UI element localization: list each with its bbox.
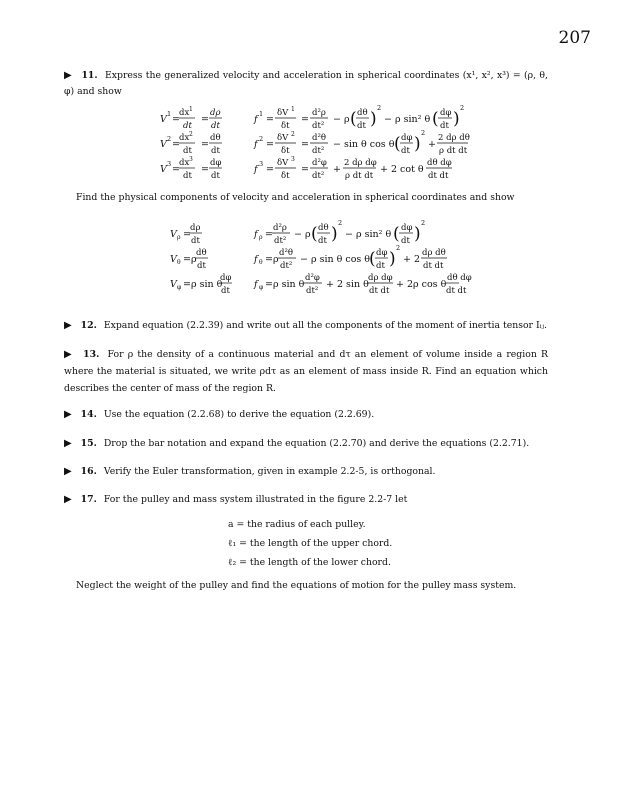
svg-text:δt: δt bbox=[281, 171, 290, 181]
svg-text:+ 2ρ cos θ: + 2ρ cos θ bbox=[396, 279, 447, 290]
problem-text: Express the generalized velocity and acceleration in spherical coordinates (x¹, x², x³) = (ρ, θ, φ) and show bbox=[64, 70, 548, 97]
svg-text:=: = bbox=[266, 114, 274, 125]
svg-text:=: = bbox=[301, 164, 309, 175]
svg-text:=ρ sin θ: =ρ sin θ bbox=[265, 279, 305, 290]
problem-13 bbox=[64, 346, 548, 397]
svg-text:+ 2: + 2 bbox=[403, 254, 421, 265]
svg-text:dt: dt bbox=[211, 146, 220, 156]
svg-text:dt dt: dt dt bbox=[446, 286, 467, 296]
svg-text:f: f bbox=[254, 139, 258, 150]
svg-text:2: 2 bbox=[421, 219, 426, 227]
svg-text:V: V bbox=[160, 164, 167, 175]
problem-text: Expand equation (2.2.39) and write out all the components of the moment of inertia tensor Iᵢⱼ. bbox=[103, 320, 547, 331]
svg-text:− ρ sin² θ: − ρ sin² θ bbox=[345, 229, 392, 240]
svg-text:1: 1 bbox=[167, 110, 172, 118]
svg-text:dφ: dφ bbox=[401, 223, 413, 233]
problem-number: 13. bbox=[83, 349, 100, 360]
svg-text:dφ: dφ bbox=[210, 158, 222, 168]
svg-text:dt: dt bbox=[197, 261, 206, 271]
svg-text:− ρ sin θ cos θ: − ρ sin θ cos θ bbox=[300, 254, 371, 265]
physical-equations bbox=[160, 210, 472, 309]
svg-text:dt: dt bbox=[401, 236, 410, 246]
svg-text:=ρ sin θ: =ρ sin θ bbox=[183, 279, 223, 290]
svg-text:dt²: dt² bbox=[312, 171, 325, 181]
svg-text:V: V bbox=[170, 229, 177, 240]
triangle-marker-icon: ▶ bbox=[64, 70, 73, 81]
svg-text:3: 3 bbox=[291, 156, 295, 163]
svg-text:+ 2 sin θ: + 2 sin θ bbox=[326, 279, 369, 290]
problem-17 bbox=[64, 492, 548, 508]
svg-text:+: + bbox=[428, 139, 436, 150]
svg-text:): ) bbox=[389, 249, 396, 269]
svg-text:1: 1 bbox=[189, 106, 193, 113]
svg-text:): ) bbox=[331, 224, 338, 244]
svg-text:dt²: dt² bbox=[274, 236, 287, 246]
svg-text:dx: dx bbox=[179, 133, 190, 143]
physical-components-text: Find the physical components of velocity and acceleration in spherical coordinates and show bbox=[76, 192, 515, 203]
svg-text:(: ( bbox=[350, 109, 357, 129]
svg-text:2: 2 bbox=[338, 219, 343, 227]
generalized-equations bbox=[150, 100, 470, 189]
svg-text:f: f bbox=[254, 279, 258, 290]
triangle-marker-icon: ▶ bbox=[64, 409, 72, 420]
svg-text:dρ dφ: dρ dφ bbox=[368, 273, 393, 283]
svg-text:ρ: ρ bbox=[259, 234, 263, 241]
problem-15 bbox=[64, 436, 548, 452]
problem-number: 12. bbox=[80, 320, 97, 331]
svg-text:=: = bbox=[266, 139, 274, 150]
svg-text:δt: δt bbox=[281, 146, 290, 156]
svg-text:dt: dt bbox=[183, 146, 192, 156]
svg-text:f: f bbox=[254, 114, 258, 125]
svg-text:θ: θ bbox=[177, 259, 181, 266]
svg-text:dφ: dφ bbox=[401, 133, 413, 143]
svg-text:2: 2 bbox=[291, 131, 295, 138]
triangle-marker-icon: ▶ bbox=[64, 438, 72, 449]
pulley-definitions bbox=[228, 515, 392, 572]
svg-text:1: 1 bbox=[291, 106, 295, 113]
svg-text:δt: δt bbox=[281, 121, 290, 131]
svg-text:dφ: dφ bbox=[440, 108, 452, 118]
svg-text:f: f bbox=[254, 254, 258, 265]
problem-14 bbox=[64, 407, 548, 423]
svg-text:3: 3 bbox=[259, 160, 264, 168]
problem-number: 15. bbox=[80, 438, 97, 449]
svg-text:δV: δV bbox=[277, 158, 289, 168]
svg-text:− ρ: − ρ bbox=[333, 114, 350, 125]
svg-text:(: ( bbox=[369, 249, 376, 269]
svg-text:dt²: dt² bbox=[312, 146, 325, 156]
svg-text:dt dt: dt dt bbox=[369, 286, 390, 296]
page-number: 207 bbox=[558, 28, 591, 48]
svg-text:=: = bbox=[172, 139, 180, 150]
svg-text:V: V bbox=[170, 279, 177, 290]
svg-text:d²ρ: d²ρ bbox=[273, 223, 287, 233]
svg-text:dθ: dθ bbox=[318, 223, 329, 233]
svg-text:dt: dt bbox=[376, 261, 385, 271]
svg-text:dt: dt bbox=[357, 121, 366, 131]
svg-text:dt: dt bbox=[183, 121, 192, 131]
svg-text:2: 2 bbox=[396, 244, 401, 252]
svg-text:dt: dt bbox=[211, 121, 220, 131]
svg-text:=: = bbox=[301, 114, 309, 125]
svg-text:dθ: dθ bbox=[210, 133, 221, 143]
triangle-marker-icon: ▶ bbox=[64, 466, 72, 477]
svg-text:+ 2 cot θ: + 2 cot θ bbox=[380, 164, 424, 175]
svg-text:3: 3 bbox=[189, 156, 193, 163]
svg-text:V: V bbox=[170, 254, 177, 265]
svg-text:dx: dx bbox=[179, 108, 190, 118]
svg-text:1: 1 bbox=[259, 110, 264, 118]
svg-text:ρ: ρ bbox=[177, 234, 181, 241]
svg-text:V: V bbox=[160, 114, 167, 125]
problem-number: 17. bbox=[80, 494, 97, 505]
svg-text:=: = bbox=[301, 139, 309, 150]
svg-text:dt: dt bbox=[440, 121, 449, 131]
svg-text:dt: dt bbox=[183, 171, 192, 181]
problem-text: Verify the Euler transformation, given in example 2.2-5, is orthogonal. bbox=[103, 466, 436, 477]
svg-text:dt²: dt² bbox=[312, 121, 325, 131]
svg-text:dφ: dφ bbox=[220, 273, 232, 283]
svg-text:dt: dt bbox=[221, 286, 230, 296]
problem-12 bbox=[64, 318, 548, 334]
svg-text:d²φ: d²φ bbox=[305, 273, 320, 283]
problem-text: Use the equation (2.2.68) to derive the equation (2.2.69). bbox=[103, 409, 375, 420]
svg-text:φ: φ bbox=[259, 284, 264, 291]
svg-text:=: = bbox=[183, 229, 191, 240]
svg-text:=ρ: =ρ bbox=[183, 254, 197, 265]
svg-text:δV: δV bbox=[277, 108, 289, 118]
svg-text:dt²: dt² bbox=[306, 286, 319, 296]
svg-text:dt: dt bbox=[211, 171, 220, 181]
definition-item: ℓ₁ = the length of the upper chord. bbox=[228, 538, 393, 549]
svg-text:): ) bbox=[453, 109, 460, 129]
svg-text:+: + bbox=[333, 164, 341, 175]
svg-text:f: f bbox=[254, 229, 258, 240]
problem-text: For the pulley and mass system illustrated in the figure 2.2-7 let bbox=[103, 494, 408, 505]
svg-text:d²ρ: d²ρ bbox=[312, 108, 326, 118]
svg-text:− ρ: − ρ bbox=[294, 229, 311, 240]
problem-number: 14. bbox=[80, 409, 97, 420]
triangle-marker-icon: ▶ bbox=[64, 320, 72, 331]
svg-text:=: = bbox=[172, 114, 180, 125]
problem-11 bbox=[64, 68, 548, 100]
problem-text: For ρ the density of a continuous material and dτ an element of volume inside a region R where the material is situated, we write ρdτ as an element of mass inside R. Find an equation which describes the center of mass of the region R. bbox=[64, 349, 548, 394]
triangle-marker-icon: ▶ bbox=[64, 494, 72, 505]
svg-text:f: f bbox=[254, 164, 258, 175]
svg-text:dρ dθ: dρ dθ bbox=[422, 248, 446, 258]
svg-text:dθ dφ: dθ dφ bbox=[447, 273, 472, 283]
svg-text:d²θ: d²θ bbox=[312, 133, 326, 143]
svg-text:dφ: dφ bbox=[376, 248, 388, 258]
svg-text:δV: δV bbox=[277, 133, 289, 143]
svg-text:dt dt: dt dt bbox=[423, 261, 444, 271]
svg-text:dt²: dt² bbox=[280, 261, 293, 271]
svg-text:=ρ: =ρ bbox=[265, 254, 279, 265]
svg-text:φ: φ bbox=[177, 284, 182, 291]
svg-text:=: = bbox=[201, 139, 209, 150]
svg-text:d²θ: d²θ bbox=[279, 248, 293, 258]
svg-text:(: ( bbox=[393, 224, 400, 244]
svg-text:2 dρ dφ: 2 dρ dφ bbox=[344, 158, 377, 168]
svg-text:2 dρ dθ: 2 dρ dθ bbox=[438, 133, 470, 143]
svg-text:): ) bbox=[414, 134, 421, 154]
definition-item: ℓ₂ = the length of the lower chord. bbox=[228, 557, 391, 568]
svg-text:2: 2 bbox=[259, 135, 264, 143]
svg-text:dt: dt bbox=[191, 236, 200, 246]
svg-text:dθ: dθ bbox=[196, 248, 207, 258]
svg-text:(: ( bbox=[394, 134, 401, 154]
svg-text:V: V bbox=[160, 139, 167, 150]
problem-text: Drop the bar notation and expand the equation (2.2.70) and derive the equations (2.2.71). bbox=[103, 438, 530, 449]
svg-text:2: 2 bbox=[377, 104, 382, 112]
svg-text:− sin θ cos θ: − sin θ cos θ bbox=[333, 139, 395, 150]
svg-text:2: 2 bbox=[460, 104, 465, 112]
svg-text:2: 2 bbox=[421, 129, 426, 137]
svg-text:dθ dφ: dθ dφ bbox=[427, 158, 452, 168]
svg-text:2: 2 bbox=[167, 135, 172, 143]
svg-text:− ρ sin² θ: − ρ sin² θ bbox=[384, 114, 431, 125]
svg-text:=: = bbox=[201, 114, 209, 125]
svg-text:): ) bbox=[370, 109, 377, 129]
svg-text:dt: dt bbox=[401, 146, 410, 156]
svg-text:dt: dt bbox=[318, 236, 327, 246]
triangle-marker-icon: ▶ bbox=[64, 349, 73, 360]
svg-text:dθ: dθ bbox=[357, 108, 368, 118]
definition-item: a = the radius of each pulley. bbox=[228, 519, 366, 530]
problem-number: 11. bbox=[81, 70, 98, 81]
svg-text:): ) bbox=[414, 224, 421, 244]
svg-text:=: = bbox=[265, 229, 273, 240]
svg-text:2: 2 bbox=[189, 131, 193, 138]
svg-text:θ: θ bbox=[259, 259, 263, 266]
problem-16 bbox=[64, 464, 548, 480]
svg-text:dρ: dρ bbox=[190, 223, 201, 233]
svg-text:dx: dx bbox=[179, 158, 190, 168]
svg-text:dρ: dρ bbox=[210, 108, 221, 118]
svg-text:=: = bbox=[266, 164, 274, 175]
svg-text:ρ dt dt: ρ dt dt bbox=[439, 146, 468, 156]
svg-text:d²φ: d²φ bbox=[312, 158, 327, 168]
svg-text:ρ dt dt: ρ dt dt bbox=[345, 171, 374, 181]
svg-text:(: ( bbox=[311, 224, 318, 244]
svg-text:=: = bbox=[172, 164, 180, 175]
svg-text:3: 3 bbox=[167, 160, 172, 168]
closing-text: Neglect the weight of the pulley and find the equations of motion for the pulley mass system. bbox=[76, 580, 517, 591]
svg-text:(: ( bbox=[432, 109, 439, 129]
svg-text:=: = bbox=[201, 164, 209, 175]
svg-text:dt dt: dt dt bbox=[428, 171, 449, 181]
problem-number: 16. bbox=[80, 466, 97, 477]
